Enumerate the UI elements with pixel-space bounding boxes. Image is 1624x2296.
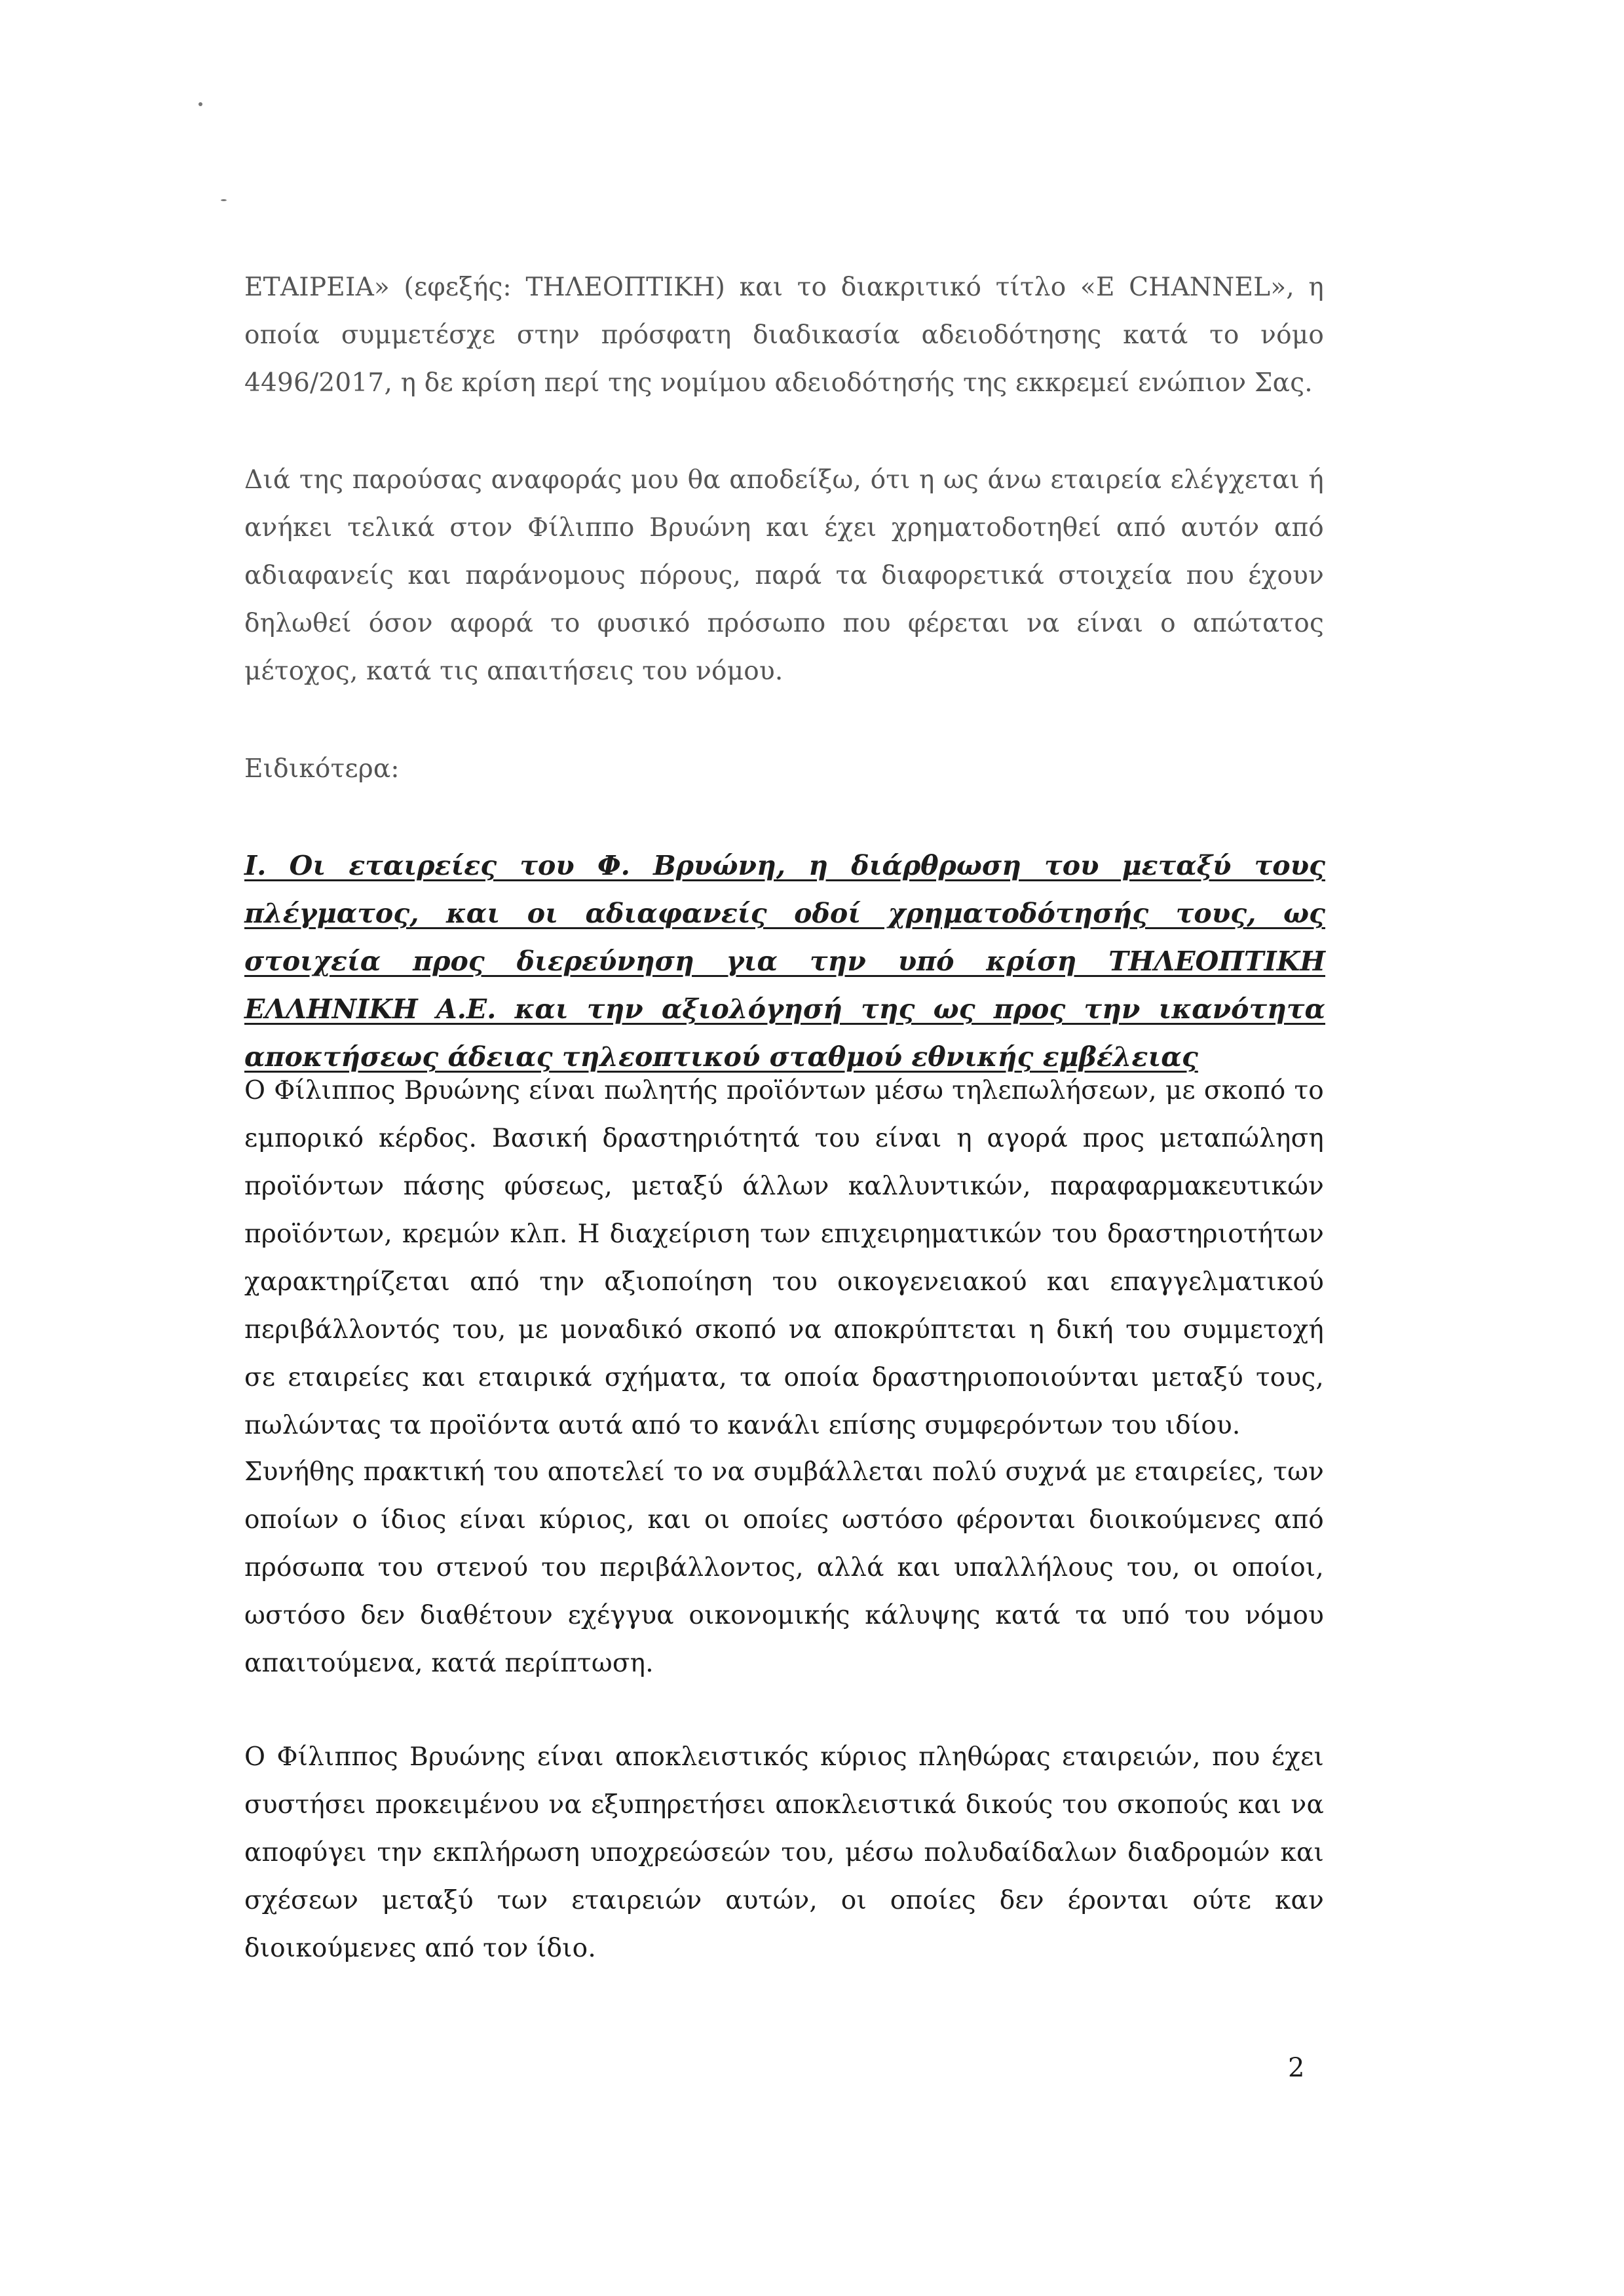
scan-speck: [221, 199, 227, 201]
intro-paragraph: ΕΤΑΙΡΕΙΑ» (εφεξής: ΤΗΛΕΟΠΤΙΚΗ) και το διακριτικό τίτλο «Ε CHANNEL», η οποία συμμετέσχε στην πρόσφατη διαδικασία αδειοδότησης κατά το νόμο 4496/2017, η δε κρίση περί της νομίμου αδειοδότησής της εκκρεμεί ενώπιον Σας.: [244, 273, 1324, 398]
purpose-paragraph: Διά της παρούσας αναφοράς μου θα αποδείξω, ότι η ως άνω εταιρεία ελέγχεται ή ανήκει τελικά στον Φίλιππο Βρυώνη και έχει χρηματοδοτηθεί από αυτόν από αδιαφανείς και παράνομους πόρους, παρά τα διαφορετικά στοιχεία που έχουν δηλωθεί όσον αφορά το φυσικό πρόσωπο που φέρεται να είναι ο απώτατος μέτοχος, κατά τις απαιτήσεις του νόμου.: [244, 465, 1324, 686]
scan-speck: [198, 102, 202, 106]
seller-paragraph: Ο Φίλιππος Βρυώνης είναι πωλητής προϊόντων μέσω τηλεπωλήσεων, με σκοπό το εμπορικό κέρδος. Βασική δραστηριότητά του είναι η αγορά προς μεταπώληση προϊόντων πάσης φύσεως, μεταξύ άλλων καλλυντικών, παραφαρμακευτικών προϊόντων, κρεμών κλπ. Η διαχείριση των επιχειρηματικών του δραστηριοτήτων χαρακτηρίζεται από την αξιοποίηση του οικογενειακού και επαγγελματικού περιβάλλοντός του, με μοναδικό σκοπό να αποκρύπτεται η δική του συμμετοχή σε εταιρείες και εταιρικά σχήματα, τα οποία δραστηριοποιούνται μεταξύ τους, πωλώντας τα προϊόντα αυτά από το κανάλι επίσης συμφερόντων του ιδίου.: [244, 1076, 1324, 1440]
specifically-label: Ειδικότερα:: [244, 754, 400, 784]
section-heading: Ι. Οι εταιρείες του Φ. Βρυώνη, η διάρθρωση του μεταξύ τους πλέγματος, και οι αδιαφανείς οδοί χρηματοδότησής τους, ως στοιχεία προς διερεύνηση για την υπό κρίση ΤΗΛΕΟΠΤΙΚΗ ΕΛΛΗΝΙΚΗ Α.Ε. και την αξιολόγησή της ως προς την ικανότητα αποκτήσεως άδειας τηλεοπτικού σταθμού εθνικής εμβέλειας: [244, 850, 1325, 1073]
page-number: 2: [1288, 2053, 1305, 2083]
owner-paragraph: Ο Φίλιππος Βρυώνης είναι αποκλειστικός κύριος πληθώρας εταιρειών, που έχει συστήσει προκειμένου να εξυπηρετήσει αποκλειστικά δικούς του σκοπούς και να αποφύγει την εκπλήρωση υποχρεώσεών του, μέσω πολυδαίδαλων διαδρομών και σχέσεων μεταξύ των εταιρειών αυτών, οι οποίες δεν έρονται ούτε καν διοικούμενες από τον ίδιο.: [244, 1742, 1324, 1963]
practice-paragraph: Συνήθης πρακτική του αποτελεί το να συμβάλλεται πολύ συχνά με εταιρείες, των οποίων ο ίδιος είναι κύριος, και οι οποίες ωστόσο φέρονται διοικούμενες από πρόσωπα του στενού του περιβάλλοντος, αλλά και υπαλλήλους του, οι οποίοι, ωστόσο δεν διαθέτουν εχέγγυα οικονομικής κάλυψης κατά τα υπό του νόμου απαιτούμενα, κατά περίπτωση.: [244, 1457, 1324, 1678]
